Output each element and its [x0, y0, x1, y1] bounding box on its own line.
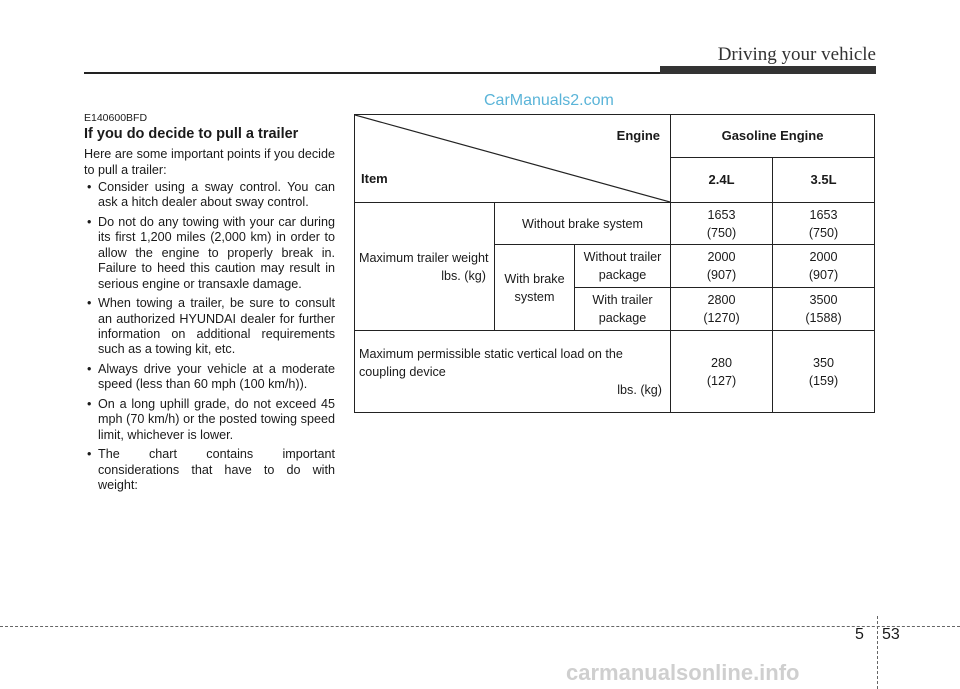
- list-item-text: When towing a trailer, be sure to consult an authorized HYUNDAI dealer for further information on additional requirements such as a towing kit, etc.: [98, 296, 335, 357]
- list-item-text: Do not do any towing with your car during its first 1,200 miles (2,000 km) in order to allow the engine to properly break in. Failure to heed this caution may result in serious engine or transaxle damage.: [98, 215, 335, 291]
- bullet-icon: •: [87, 215, 92, 229]
- item-label: Item: [361, 171, 388, 186]
- list-item: [84, 180, 335, 211]
- bullet-list: [84, 180, 335, 498]
- table-cell: 1653 (750): [773, 203, 875, 245]
- max-trailer-weight-label: [355, 203, 495, 331]
- section-code: E140600BFD: [84, 112, 148, 124]
- vertical-load-label: [355, 331, 671, 413]
- list-item: [84, 215, 335, 292]
- header-rule-accent: [660, 66, 876, 74]
- page-number: 53: [882, 626, 900, 643]
- table-corner-header: [355, 115, 671, 203]
- gasoline-engine-header: Gasoline Engine: [671, 115, 875, 158]
- header-rule: [84, 72, 662, 74]
- table-cell: 280 (127): [671, 331, 773, 413]
- bullet-icon: •: [87, 397, 92, 412]
- footer-rule: [0, 626, 960, 627]
- with-brake-system-label: With brake system: [495, 245, 575, 331]
- list-item-text: The chart contains important considerations that have to do with weight:: [98, 447, 335, 493]
- table-cell: 2000 (907): [773, 245, 875, 288]
- bullet-icon: •: [87, 362, 92, 377]
- footer-watermark: carmanualsonline.info: [566, 660, 800, 685]
- without-brake-system-label: Without brake system: [495, 203, 671, 245]
- bullet-icon: •: [87, 180, 92, 194]
- page-header-title: Driving your vehicle: [717, 44, 876, 65]
- with-trailer-package-label: With trailer package: [575, 288, 671, 331]
- units-label: lbs. (kg): [617, 382, 663, 397]
- section-intro: Here are some important points if you decide to pull a trailer:: [84, 147, 335, 177]
- col-header-2-4l: 2.4L: [671, 158, 773, 203]
- list-item-text: On a long uphill grade, do not exceed 45 mph (70 km/h) or the posted towing speed limit, whichever is lower.: [98, 397, 335, 442]
- units-label: lbs. (kg): [441, 268, 486, 283]
- list-item-text: Consider using a sway control. You can ask a hitch dealer about sway control.: [98, 180, 335, 210]
- table-cell: 1653 (750): [671, 203, 773, 245]
- vertical-load-text: Maximum permissible static vertical load on the coupling device: [359, 346, 623, 379]
- footer-separator: [877, 616, 878, 689]
- table-cell: 2000 (907): [671, 245, 773, 288]
- chapter-number: 5: [855, 626, 864, 643]
- table-cell: 3500 (1588): [773, 288, 875, 331]
- list-item: [84, 362, 335, 393]
- table-cell: 350 (159): [773, 331, 875, 413]
- table-cell: 2800 (1270): [671, 288, 773, 331]
- bullet-icon: •: [87, 447, 92, 462]
- section-heading: If you do decide to pull a trailer: [84, 126, 299, 142]
- bullet-icon: •: [87, 296, 92, 311]
- without-trailer-package-label: Without trailer package: [575, 245, 671, 288]
- watermark: CarManuals2.com: [484, 92, 614, 109]
- list-item: [84, 296, 335, 358]
- list-item: [84, 397, 335, 443]
- engine-label: Engine: [616, 128, 661, 143]
- max-trailer-weight-text: Maximum trailer weight: [359, 250, 489, 265]
- list-item-text: Always drive your vehicle at a moderate speed (less than 60 mph (100 km/h)).: [98, 362, 335, 392]
- trailer-weight-table: [354, 114, 875, 413]
- col-header-3-5l: 3.5L: [773, 158, 875, 203]
- list-item: [84, 447, 335, 493]
